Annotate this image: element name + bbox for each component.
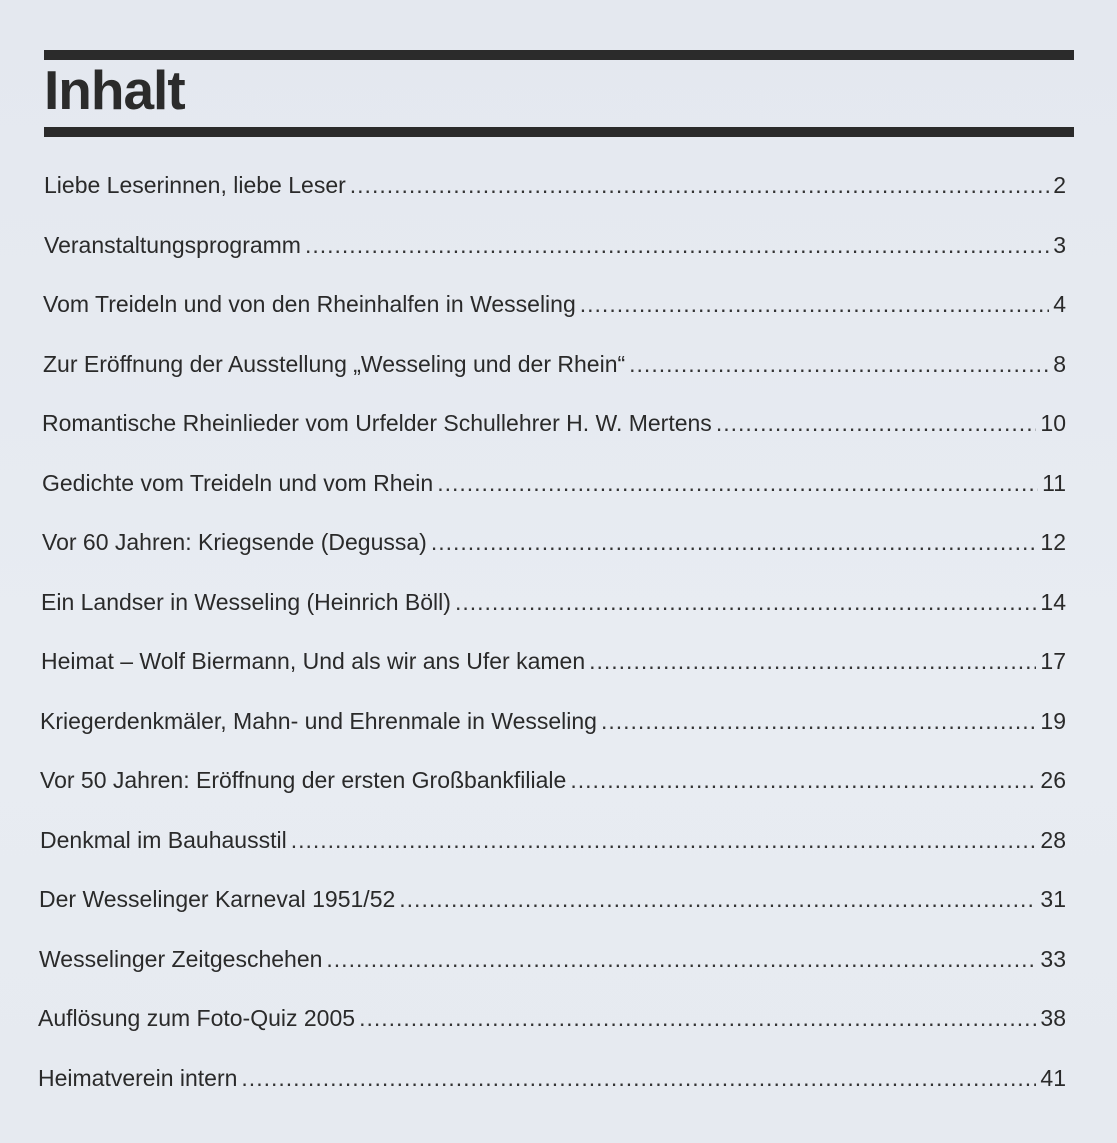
toc-entry [38,1003,1066,1033]
toc-entry [42,527,1066,557]
toc-entry-page: 41 [1040,1065,1066,1091]
toc-entry [40,706,1066,736]
toc-dot-leader [580,289,1049,319]
toc-entry-title: Liebe Leserinnen, liebe Leser [44,172,346,198]
toc-entry-page: 28 [1040,827,1066,853]
toc-entry [42,468,1066,498]
toc-entry [40,825,1066,855]
page-title: Inhalt [44,59,185,121]
toc-entry-title: Vor 50 Jahren: Eröffnung der ersten Großbankfiliale [40,767,567,793]
toc-entry-page: 17 [1040,648,1066,674]
toc-entry-page: 31 [1040,886,1066,912]
toc-entry [44,230,1066,260]
toc-entry-title: Auflösung zum Foto-Quiz 2005 [38,1005,356,1031]
toc-entry-title: Zur Eröffnung der Ausstellung „Wesseling und der Rhein“ [43,351,626,377]
toc-dot-leader [350,170,1049,200]
toc-entry-title: Vor 60 Jahren: Kriegsende (Degussa) [42,529,427,555]
toc-entry [42,408,1066,438]
toc-dot-leader [570,765,1036,795]
toc-entry-page: 26 [1040,767,1066,793]
toc-entry-page: 4 [1053,291,1066,317]
toc-entry [43,289,1066,319]
toc-dot-leader [241,1063,1036,1093]
toc-dot-leader [326,944,1036,974]
toc-dot-leader [589,646,1036,676]
toc-entry-page: 33 [1040,946,1066,972]
toc-entry-title: Vom Treideln und von den Rheinhalfen in Wesseling [43,291,576,317]
toc-entry-title: Romantische Rheinlieder vom Urfelder Schullehrer H. W. Mertens [42,410,712,436]
toc-entry-title: Kriegerdenkmäler, Mahn- und Ehrenmale in Wesseling [40,708,597,734]
toc-dot-leader [601,706,1036,736]
toc-entry-page: 11 [1042,470,1066,496]
toc-entry-title: Heimatverein intern [38,1065,238,1091]
toc-entry-title: Ein Landser in Wesseling (Heinrich Böll) [41,589,451,615]
toc-entry-page: 10 [1040,410,1066,436]
toc-dot-leader [437,468,1038,498]
toc-entry [41,646,1066,676]
toc-entry [38,1063,1066,1093]
toc-dot-leader [431,527,1037,557]
toc-entry-page: 3 [1053,232,1066,258]
toc-entry-page: 2 [1053,172,1066,198]
toc-dot-leader [399,884,1036,914]
toc-entry-title: Der Wesselinger Karneval 1951/52 [39,886,396,912]
toc-dot-leader [305,230,1049,260]
toc-dot-leader [455,587,1036,617]
toc-entry-title: Veranstaltungsprogramm [44,232,301,258]
toc-dot-leader [359,1003,1036,1033]
toc-entry-title: Denkmal im Bauhausstil [40,827,287,853]
toc-entry [44,170,1066,200]
toc-entry-page: 19 [1040,708,1066,734]
toc-entry [39,884,1066,914]
toc-entry [40,765,1066,795]
toc-entry [41,587,1066,617]
toc-entry-page: 38 [1040,1005,1066,1031]
toc-entry-title: Wesselinger Zeitgeschehen [39,946,323,972]
toc-entry-title: Gedichte vom Treideln und vom Rhein [42,470,434,496]
toc-entry-title: Heimat – Wolf Biermann, Und als wir ans Ufer kamen [41,648,586,674]
toc-entry [39,944,1066,974]
toc-entry-page: 12 [1040,529,1066,555]
toc-dot-leader [716,408,1037,438]
toc-dot-leader [629,349,1049,379]
toc-entry-page: 14 [1040,589,1066,615]
toc-dot-leader [291,825,1037,855]
toc-entry-page: 8 [1053,351,1066,377]
toc-entry [43,349,1066,379]
